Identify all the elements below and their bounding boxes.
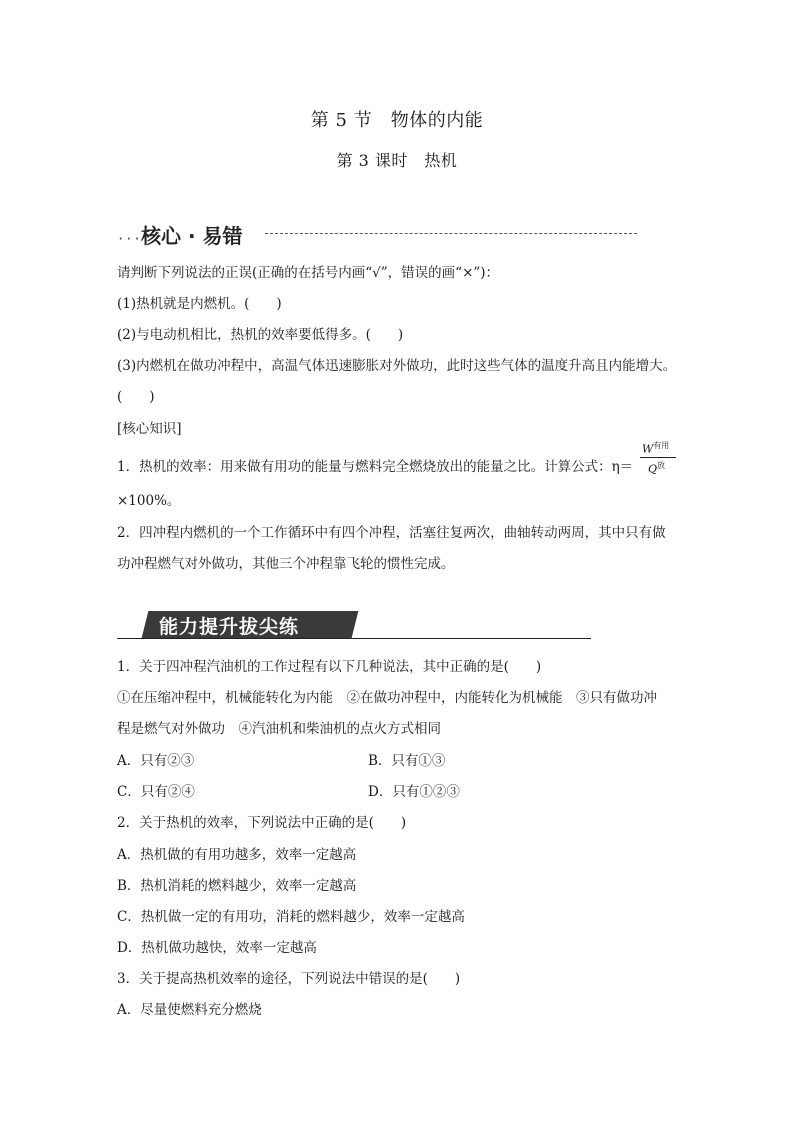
knowledge-point-2-cont: 功冲程燃气对外做功，其他三个冲程靠飞轮的惯性完成。 — [117, 556, 455, 572]
question-1-statements-line2: 程是燃气对外做功 ④汽油机和柴油机的点火方式相同 — [117, 721, 441, 737]
knowledge-point-1: 1．热机的效率：用来做有用功的能量与燃料完全燃烧放出的能量之比。计算公式：η＝ — [117, 459, 634, 475]
heading-dots-decoration: ··· — [117, 232, 142, 246]
judgment-item-3: (3)内燃机在做功冲程中，高温气体迅速膨胀对外做功，此时这些气体的温度升高且内能增大。 — [117, 358, 677, 374]
judgment-item-1: (1)热机就是内燃机。( ) — [117, 296, 282, 312]
core-knowledge-label: [核心知识] — [117, 421, 182, 437]
heading-dashed-rule — [265, 233, 637, 234]
question-3-stem: 3．关于提高热机效率的途径，下列说法中错误的是( ) — [117, 971, 461, 987]
question-2-stem: 2．关于热机的效率，下列说法中正确的是( ) — [117, 815, 407, 831]
formula-numerator: $W_{有用}$ — [642, 441, 670, 456]
question-3-option-a[interactable]: A．尽量使燃料充分燃烧 — [117, 1002, 262, 1018]
question-1-option-a[interactable]: A．只有②③ — [117, 753, 195, 769]
question-1-statements-line1: ①在压缩冲程中，机械能转化为内能 ②在做功冲程中，内能转化为机械能 ③只有做功冲 — [117, 690, 657, 706]
judgment-item-2: (2)与电动机相比，热机的效率要低得多。( ) — [117, 327, 404, 343]
question-2-option-a[interactable]: A．热机做的有用功越多，效率一定越高 — [117, 847, 357, 863]
question-2-option-c[interactable]: C．热机做一定的有用功，消耗的燃料越少，效率一定越高 — [117, 909, 465, 925]
core-section-heading-text: 核心 · 易错 — [141, 224, 243, 248]
question-1-stem: 1．关于四冲程汽油机的工作过程有以下几种说法，其中正确的是( ) — [117, 659, 542, 675]
fraction-bar — [640, 457, 676, 458]
knowledge-point-2: 2．四冲程内燃机的一个工作循环中有四个冲程，活塞往复两次，曲轴转动两周，其中只有做 — [117, 525, 666, 541]
question-1-option-c[interactable]: C．只有②④ — [117, 784, 195, 800]
instruction-text: 请判断下列说法的正误(正确的在括号内画“√”，错误的画“×”)： — [117, 265, 500, 281]
knowledge-point-1-cont: ×100%。 — [117, 493, 181, 509]
ability-section-heading-text: 能力提升拔尖练 — [159, 616, 300, 638]
question-1-option-b[interactable]: B．只有①③ — [368, 753, 446, 769]
judgment-item-3-blank: ( ) — [117, 389, 155, 405]
section-title: 第 5 节 物体的内能 — [310, 110, 484, 131]
lesson-subtitle: 第 3 课时 热机 — [336, 151, 458, 170]
core-section-heading — [117, 220, 637, 246]
question-1-option-d[interactable]: D．只有①②③ — [368, 784, 460, 800]
question-2-option-d[interactable]: D．热机做功越快，效率一定越高 — [117, 940, 317, 956]
formula-denominator: $Q_放$ — [648, 461, 666, 476]
efficiency-formula-fraction — [622, 440, 684, 478]
ability-section-heading — [117, 611, 591, 641]
question-2-option-b[interactable]: B．热机消耗的燃料越少，效率一定越高 — [117, 878, 357, 894]
